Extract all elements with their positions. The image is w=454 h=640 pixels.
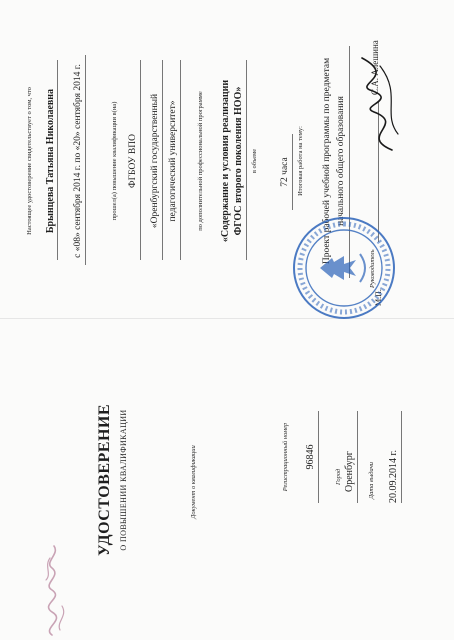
intro-text: Настоящее удостоверение свидетельствует о том, что — [26, 87, 33, 235]
final-work-line-1: Проект рабочей учебной программы по предметам — [322, 57, 332, 265]
name-underline — [57, 60, 58, 260]
city-value: Оренбург — [344, 451, 355, 492]
program-underline — [246, 60, 247, 260]
org-underline-2 — [162, 60, 163, 260]
seal-placeholder: М.П. — [374, 289, 383, 306]
signature-mark — [352, 54, 412, 154]
period-underline — [85, 55, 86, 265]
head-name: С.А. Алешина — [370, 40, 380, 95]
city-underline — [357, 411, 358, 503]
city-label: Город — [335, 468, 342, 485]
final-work-line-2: начального общего образования — [336, 96, 346, 226]
final-work-label: Итоговая работа на тему: — [297, 126, 304, 196]
doc-type-label: Документ о квалификации — [190, 445, 197, 519]
program-title-2: ФГОС второго поколения НОО» — [233, 86, 244, 236]
round-stamp — [290, 214, 398, 322]
org-line-2: педагогический университет» — [168, 100, 178, 222]
head-label: Руководитель — [369, 249, 376, 288]
org-underline-3 — [180, 60, 181, 260]
issue-date-label: Дата выдачи — [368, 461, 375, 499]
volume-label: в объеме — [251, 148, 258, 174]
reg-number-label: Регистрационный номер — [282, 422, 289, 492]
program-label: по дополнительной профессиональной программе — [197, 91, 204, 231]
reg-number: 96846 — [305, 444, 316, 470]
hours-underline — [292, 134, 293, 210]
hours-value: 72 часа — [280, 157, 290, 187]
date-underline — [401, 411, 402, 503]
certificate-title: УДОСТОВЕРЕНИЕ — [96, 403, 113, 557]
issue-date: 20.09.2014 г. — [388, 450, 399, 503]
recipient-name: Брынцева Татьяна Николаевна — [45, 88, 56, 234]
reg-underline — [318, 411, 319, 503]
org-short: ФГБОУ ВПО — [128, 134, 138, 188]
certificate-subtitle: О ПОВЫШЕНИИ КВАЛИФИКАЦИИ — [119, 409, 128, 551]
org-underline-1 — [140, 60, 141, 260]
program-title-1: «Содержание и условия реализации — [220, 79, 231, 243]
passed-label: прошел(а) повышение квалификации в(на) — [111, 101, 118, 221]
training-period: с «08» сентября 2014 г. по «20» сентября 2014 г. — [73, 64, 83, 258]
org-line-1: «Оренбургский государственный — [150, 93, 160, 229]
